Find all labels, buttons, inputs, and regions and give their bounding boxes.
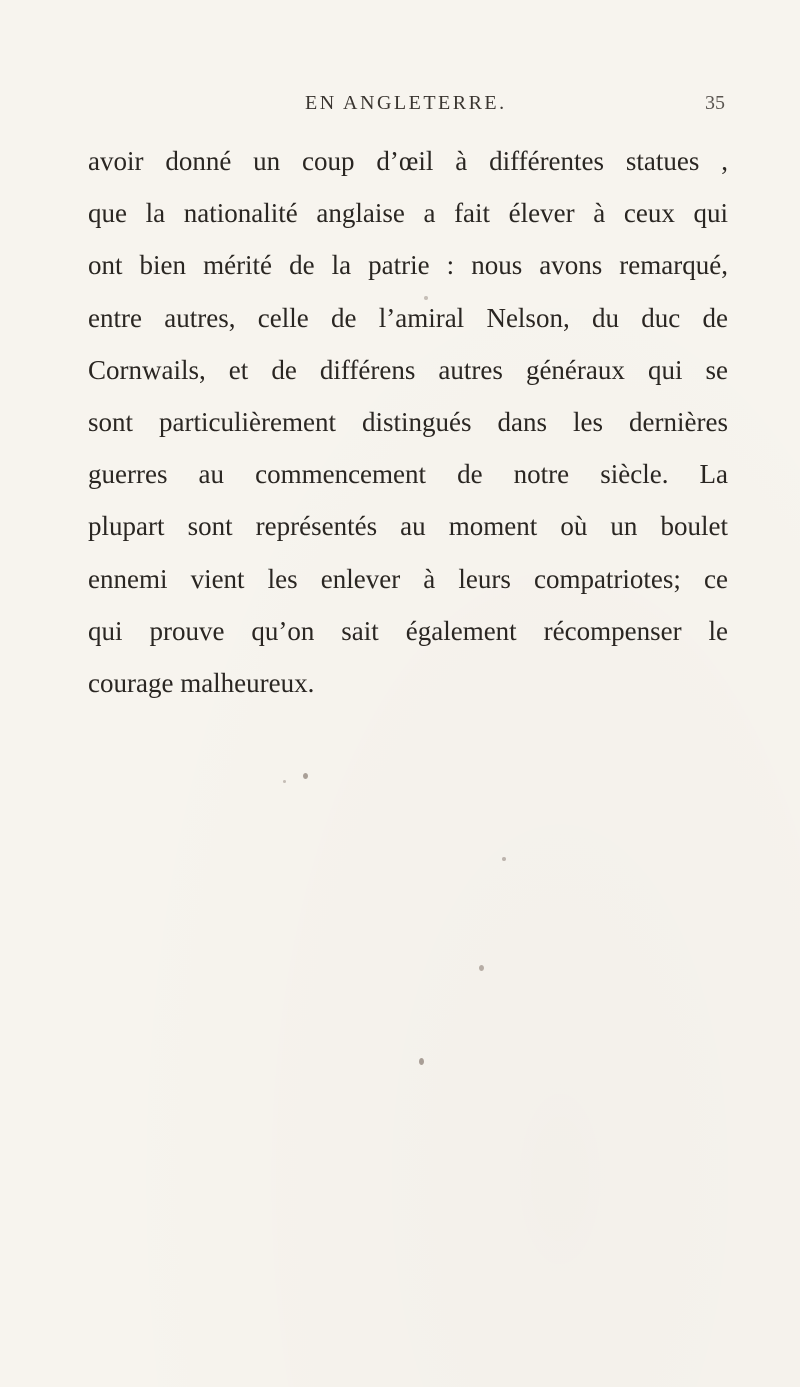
text-line: qui prouve qu’on sait également récompenser le bbox=[88, 615, 728, 646]
text-line: avoir donné un coup d’œil à différentes statues , bbox=[88, 146, 728, 176]
text-line: entre autres, celle de l’amiral Nelson, du duc de bbox=[88, 302, 728, 333]
paper-speck bbox=[424, 296, 428, 300]
paper-speck bbox=[303, 773, 308, 779]
text-line: ennemi vient les enlever à leurs compatriotes; ce bbox=[88, 563, 728, 594]
text-line: plupart sont représentés au moment où un boulet bbox=[88, 511, 728, 542]
text-line: que la nationalité anglaise a fait élever à ceux qui bbox=[88, 198, 728, 229]
paper-speck bbox=[283, 780, 286, 783]
text-line: Cornwails, et de différens autres généraux qui se bbox=[88, 354, 728, 385]
text-line: sont particulièrement distingués dans les dernières bbox=[88, 406, 728, 437]
text-line: guerres au commencement de notre siècle. La bbox=[88, 459, 728, 490]
text-line: ont bien mérité de la patrie : nous avons remarqué, bbox=[88, 250, 728, 281]
page-number: 35 bbox=[705, 92, 725, 114]
running-head bbox=[0, 92, 800, 122]
text-line: courage malheureux. bbox=[88, 667, 315, 698]
paper-speck bbox=[502, 857, 506, 861]
body-text bbox=[88, 135, 728, 715]
paper-speck bbox=[479, 965, 484, 971]
running-title: EN ANGLETERRE. bbox=[305, 92, 507, 114]
paper-speck bbox=[419, 1058, 424, 1065]
